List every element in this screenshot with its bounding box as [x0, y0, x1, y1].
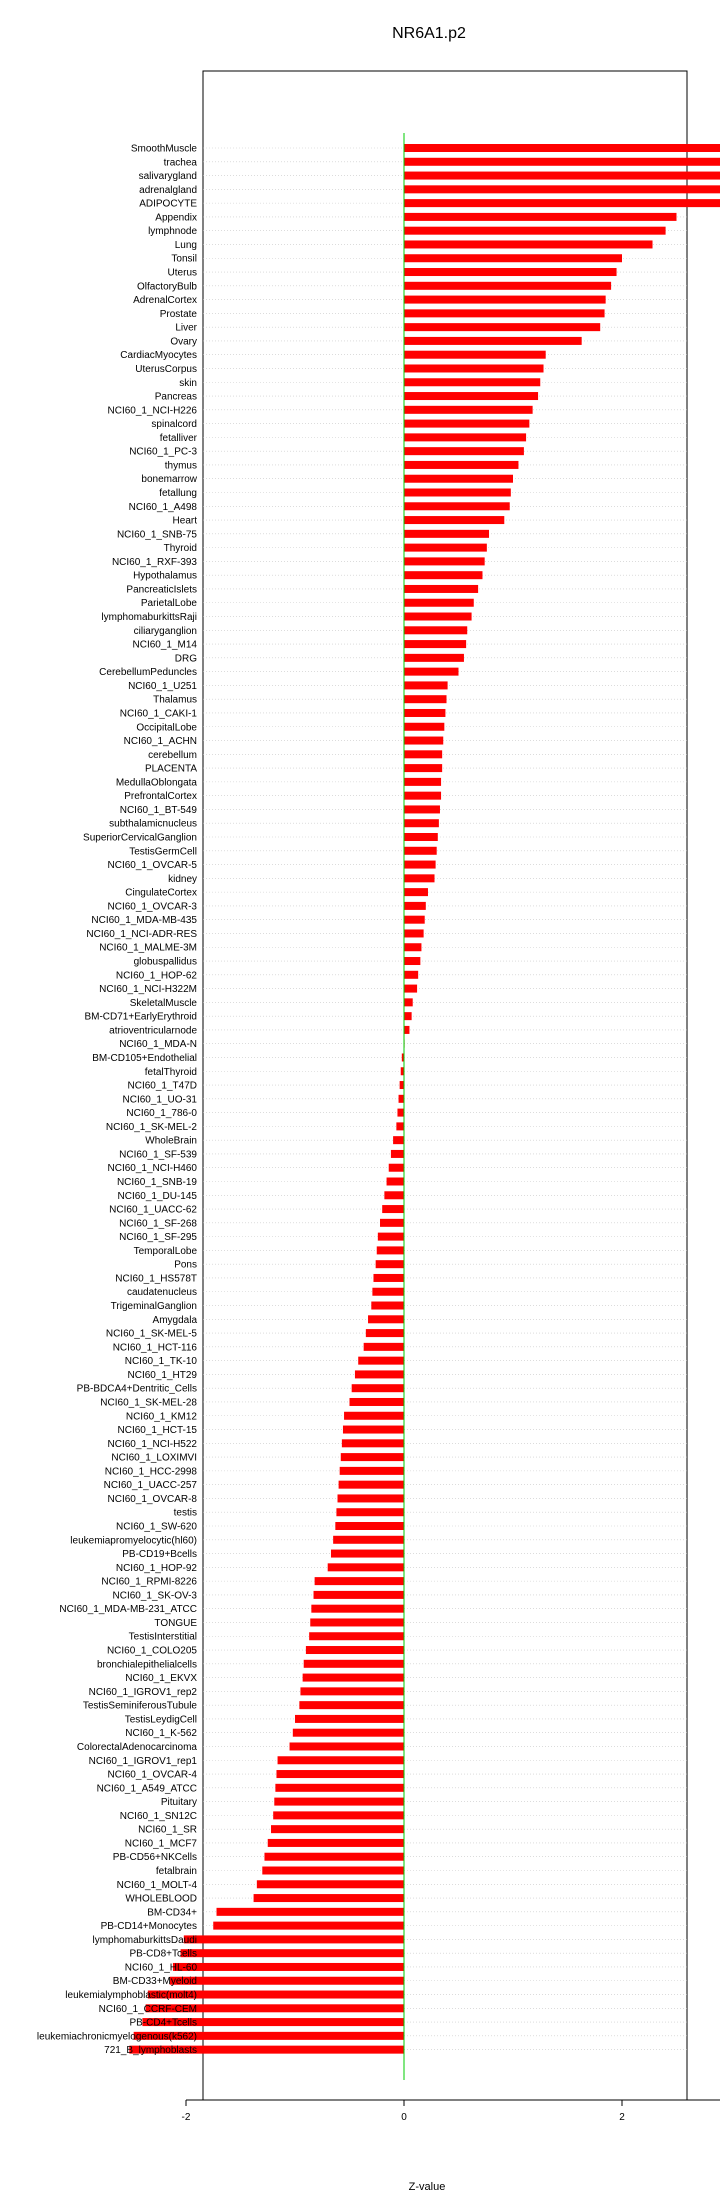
category-label: NCI60_1_T47D — [127, 1080, 197, 1092]
bar — [254, 1894, 404, 1902]
bar — [342, 1439, 404, 1447]
bar — [380, 1219, 404, 1227]
category-label: NCI60_1_UACC-257 — [103, 1480, 197, 1492]
bar — [377, 1246, 404, 1254]
bar — [404, 475, 513, 483]
category-label: PancreaticIslets — [126, 584, 197, 596]
bar — [404, 406, 533, 414]
bar — [352, 1384, 404, 1392]
category-label: NCI60_1_MDA-N — [119, 1039, 197, 1051]
category-label: PB-CD4+Tcells — [129, 2017, 197, 2029]
category-label: TestisSeminiferousTubule — [82, 1700, 197, 1712]
bar — [404, 309, 605, 317]
bar — [340, 1467, 404, 1475]
bar — [404, 902, 426, 910]
category-label: NCI60_1_SK-MEL-2 — [105, 1121, 197, 1133]
category-label: NCI60_1_NCI-H522 — [107, 1438, 197, 1450]
category-label: BM-CD33+Myeloid — [112, 1976, 197, 1988]
bar — [404, 764, 442, 772]
category-label: TONGUE — [154, 1617, 197, 1629]
category-label: NCI60_1_HCT-15 — [117, 1425, 197, 1437]
category-label: NCI60_1_CCRF-CEM — [98, 2003, 197, 2015]
category-label: Liver — [175, 322, 197, 334]
bar — [400, 1081, 404, 1089]
bar — [404, 929, 424, 937]
category-label: caudatenucleus — [126, 1287, 197, 1299]
category-label: bonemarrow — [141, 474, 197, 486]
category-label: NCI60_1_OVCAR-8 — [107, 1493, 197, 1505]
category-label: NCI60_1_SF-268 — [119, 1218, 197, 1230]
category-label: ADIPOCYTE — [139, 198, 197, 210]
bar — [336, 1508, 404, 1516]
category-label: NCI60_1_DU-145 — [117, 1190, 197, 1202]
bar — [404, 750, 442, 758]
bar — [306, 1646, 404, 1654]
category-label: globuspallidus — [133, 956, 197, 968]
category-label: NCI60_1_SW-620 — [116, 1521, 197, 1533]
category-label: ciliaryganglion — [133, 625, 197, 637]
category-label: NCI60_1_IGROV1_rep1 — [88, 1755, 197, 1767]
bar — [404, 185, 720, 193]
category-label: SkeletalMuscle — [129, 997, 197, 1009]
bar — [338, 1494, 404, 1502]
category-label: cerebellum — [148, 749, 197, 761]
bar — [404, 1026, 409, 1034]
bar — [273, 1811, 404, 1819]
category-label: TestisInterstitial — [128, 1631, 197, 1643]
bar — [404, 489, 511, 497]
bar — [404, 805, 440, 813]
bar — [404, 530, 489, 538]
bar — [404, 943, 421, 951]
bar — [404, 296, 606, 304]
bar — [404, 654, 464, 662]
bar — [181, 1949, 404, 1957]
bar — [404, 833, 438, 841]
bar — [358, 1357, 404, 1365]
bar — [404, 364, 544, 372]
bar — [368, 1315, 404, 1323]
category-label: NCI60_1_OVCAR-5 — [107, 860, 197, 872]
bar — [366, 1329, 404, 1337]
bar — [335, 1522, 404, 1530]
bar — [404, 172, 720, 180]
bar — [404, 668, 459, 676]
category-label: thymus — [164, 460, 197, 472]
category-label: Thalamus — [153, 694, 197, 706]
category-label: salivarygland — [138, 171, 197, 183]
bar — [404, 916, 425, 924]
category-label: NCI60_1_K-562 — [125, 1728, 197, 1740]
bar — [397, 1109, 404, 1117]
bar — [404, 695, 447, 703]
bar — [404, 626, 467, 634]
bar — [404, 985, 417, 993]
category-label: SuperiorCervicalGanglion — [83, 832, 197, 844]
category-label: Amygdala — [152, 1314, 197, 1326]
bar — [404, 447, 524, 455]
bar — [344, 1412, 404, 1420]
bar — [404, 433, 526, 441]
category-label: testis — [173, 1507, 197, 1519]
category-label: PLACENTA — [144, 763, 197, 775]
category-label: lymphomaburkittsDaudi — [92, 1934, 197, 1946]
category-label: Tonsil — [171, 253, 197, 265]
bar — [393, 1136, 404, 1144]
category-label: NCI60_1_M14 — [132, 639, 197, 651]
grid-lines — [203, 148, 687, 2050]
bar — [310, 1618, 404, 1626]
bar — [404, 737, 443, 745]
bar — [404, 681, 448, 689]
category-label: NCI60_1_HOP-92 — [115, 1562, 197, 1574]
bar — [314, 1591, 404, 1599]
bar — [404, 792, 441, 800]
category-label: NCI60_1_UACC-62 — [109, 1204, 197, 1216]
category-label: NCI60_1_SN12C — [119, 1810, 197, 1822]
bar — [396, 1122, 404, 1130]
bar — [404, 158, 720, 166]
bar — [404, 420, 529, 428]
category-label: NCI60_1_MALME-3M — [99, 942, 197, 954]
category-label: NCI60_1_U251 — [128, 680, 197, 692]
bar — [343, 1426, 404, 1434]
category-label: leukemiapromyelocytic(hl60) — [70, 1535, 197, 1547]
bar — [328, 1563, 404, 1571]
category-label: NCI60_1_ACHN — [123, 736, 197, 748]
bar — [268, 1839, 404, 1847]
bar — [404, 337, 582, 345]
bar — [404, 888, 428, 896]
category-label: NCI60_1_NCI-ADR-RES — [86, 928, 197, 940]
bar — [262, 1867, 404, 1875]
bar — [355, 1370, 404, 1378]
x-axis — [182, 2100, 720, 2123]
category-label: kidney — [168, 873, 197, 885]
category-label: Ovary — [170, 336, 197, 348]
category-label: NCI60_1_NCI-H322M — [99, 984, 197, 996]
chart-title: NR6A1.p2 — [392, 25, 466, 42]
category-label: OccipitalLobe — [136, 722, 197, 734]
bar — [213, 1922, 404, 1930]
category-label: NCI60_1_OVCAR-4 — [107, 1769, 197, 1781]
category-label: NCI60_1_HS578T — [115, 1273, 197, 1285]
category-label: NCI60_1_SF-295 — [119, 1232, 197, 1244]
category-label: NCI60_1_MDA-MB-231_ATCC — [59, 1604, 197, 1616]
category-label: NCI60_1_EKVX — [125, 1673, 197, 1685]
x-tick-label: 0 — [401, 2112, 407, 2123]
category-label: BM-CD71+EarlyErythroid — [84, 1011, 197, 1023]
bar — [404, 254, 622, 262]
bar — [404, 957, 420, 965]
bar — [384, 1191, 404, 1199]
bar — [404, 227, 666, 235]
category-label: NCI60_1_SNB-75 — [116, 529, 197, 541]
category-label: NCI60_1_SR — [138, 1824, 197, 1836]
bar — [404, 378, 540, 386]
bar — [404, 613, 472, 621]
category-label: MedullaOblongata — [115, 777, 197, 789]
category-label: NCI60_1_MDA-MB-435 — [91, 915, 197, 927]
category-label: Heart — [172, 515, 197, 527]
bar — [404, 599, 474, 607]
bar — [300, 1687, 404, 1695]
bar — [271, 1825, 404, 1833]
category-label: PrefrontalCortex — [124, 791, 197, 803]
category-label: NCI60_1_NCI-H226 — [107, 405, 197, 417]
category-label: Pituitary — [160, 1797, 197, 1809]
bar — [382, 1205, 404, 1213]
category-label: NCI60_1_SK-MEL-28 — [100, 1397, 197, 1409]
bar — [217, 1908, 404, 1916]
category-labels — [37, 144, 198, 2057]
bar — [290, 1742, 404, 1750]
category-label: PB-CD14+Monocytes — [100, 1921, 197, 1933]
category-label: fetalThyroid — [144, 1066, 197, 1078]
bar — [303, 1674, 404, 1682]
category-label: NCI60_1_786-0 — [126, 1108, 197, 1120]
x-axis-label: Z-value — [408, 2181, 446, 2193]
category-label: Uterus — [167, 267, 197, 279]
category-label: NCI60_1_MCF7 — [124, 1838, 197, 1850]
bar — [404, 847, 437, 855]
category-label: Pancreas — [154, 391, 197, 403]
category-label: NCI60_1_LOXIMVI — [111, 1452, 197, 1464]
category-label: PB-BDCA4+Dentritic_Cells — [76, 1383, 197, 1395]
category-label: trachea — [163, 157, 197, 169]
category-label: lymphomaburkittsRaji — [101, 612, 197, 624]
bar — [364, 1343, 404, 1351]
bar — [311, 1605, 404, 1613]
category-label: TestisLeydigCell — [124, 1714, 197, 1726]
bar — [399, 1095, 404, 1103]
bar — [404, 461, 518, 469]
category-label: ColorectalAdenocarcinoma — [76, 1741, 197, 1753]
category-label: NCI60_1_CAKI-1 — [119, 708, 197, 720]
category-label: PB-CD19+Bcells — [122, 1549, 197, 1561]
category-label: NCI60_1_SF-539 — [119, 1149, 197, 1161]
category-label: Prostate — [159, 308, 197, 320]
category-label: Pons — [174, 1259, 197, 1271]
bar — [404, 516, 504, 524]
category-label: NCI60_1_HOP-62 — [115, 970, 197, 982]
category-label: NCI60_1_TK-10 — [124, 1356, 197, 1368]
bar — [276, 1770, 404, 1778]
bar — [350, 1398, 405, 1406]
bar — [333, 1536, 404, 1544]
bar — [404, 1012, 412, 1020]
bar — [404, 640, 466, 648]
bar — [404, 723, 444, 731]
category-label: NCI60_1_HCC-2998 — [104, 1466, 197, 1478]
category-label: fetalbrain — [155, 1866, 197, 1877]
plot-frame — [203, 71, 687, 2100]
bar — [376, 1260, 404, 1268]
category-label: BM-CD34+ — [147, 1907, 197, 1919]
category-label: SmoothMuscle — [130, 143, 197, 155]
category-label: TemporalLobe — [133, 1245, 197, 1257]
bar — [404, 998, 413, 1006]
category-label: NCI60_1_SK-OV-3 — [112, 1590, 197, 1602]
category-label: NCI60_1_MOLT-4 — [116, 1879, 197, 1891]
category-label: spinalcord — [151, 419, 197, 431]
bar — [404, 874, 435, 882]
bar — [404, 144, 720, 152]
bar — [404, 392, 538, 400]
category-label: 721_B_lymphoblasts — [104, 2045, 197, 2057]
bar — [387, 1178, 404, 1186]
category-label: adrenalgland — [139, 184, 197, 196]
category-label: subthalamicnucleus — [109, 818, 197, 830]
category-label: NCI60_1_KM12 — [125, 1411, 197, 1423]
bar — [278, 1756, 404, 1764]
category-label: lymphnode — [148, 226, 197, 238]
bar — [274, 1798, 404, 1806]
bar — [339, 1481, 404, 1489]
bar — [293, 1729, 404, 1737]
category-label: NCI60_1_BT-549 — [119, 804, 197, 816]
category-label: DRG — [174, 653, 197, 665]
bar — [404, 971, 418, 979]
category-label: CerebellumPeduncles — [99, 667, 197, 679]
category-label: NCI60_1_NCI-H460 — [107, 1163, 197, 1175]
category-label: Appendix — [155, 212, 197, 224]
category-label: skin — [179, 377, 197, 389]
bar — [371, 1302, 404, 1310]
category-label: WHOLEBLOOD — [125, 1893, 197, 1905]
bar — [404, 557, 485, 565]
x-tick-label: -2 — [181, 2112, 191, 2123]
bar — [309, 1632, 404, 1640]
category-label: TestisGermCell — [129, 846, 197, 858]
category-label: TrigeminalGanglion — [110, 1301, 197, 1313]
category-label: NCI60_1_OVCAR-3 — [107, 901, 197, 913]
bar — [404, 778, 441, 786]
bar — [373, 1274, 404, 1282]
category-label: NCI60_1_HL-60 — [124, 1962, 197, 1974]
category-label: NCI60_1_HT29 — [127, 1369, 197, 1381]
category-label: NCI60_1_SNB-19 — [116, 1177, 197, 1188]
bar — [372, 1288, 404, 1296]
category-label: NCI60_1_RPMI-8226 — [101, 1576, 197, 1588]
category-label: PB-CD8+Tcells — [129, 1948, 197, 1960]
bar — [170, 1977, 404, 1985]
category-label: UterusCorpus — [135, 363, 197, 375]
category-label: AdrenalCortex — [133, 295, 197, 307]
bar — [404, 282, 611, 290]
category-label: CingulateCortex — [125, 887, 197, 899]
category-label: leukemiachronicmyelogenous(k562) — [36, 2031, 197, 2043]
bar — [275, 1784, 404, 1792]
category-label: NCI60_1_COLO205 — [106, 1645, 197, 1657]
bar — [315, 1577, 404, 1585]
category-label: NCI60_1_RXF-393 — [111, 556, 197, 568]
bar — [264, 1853, 404, 1861]
bar — [404, 199, 720, 207]
category-label: leukemialymphoblastic(molt4) — [65, 1990, 197, 2002]
category-label: CardiacMyocytes — [120, 350, 197, 362]
bar — [404, 861, 436, 869]
bar — [404, 240, 653, 248]
category-label: Thyroid — [163, 543, 197, 555]
category-label: NCI60_1_UO-31 — [122, 1094, 197, 1106]
x-tick-label: 2 — [619, 2112, 625, 2123]
bar — [173, 1963, 404, 1971]
bar — [404, 709, 445, 717]
category-label: OlfactoryBulb — [136, 281, 197, 293]
bar — [404, 213, 677, 221]
category-label: BM-CD105+Endothelial — [92, 1052, 197, 1064]
category-label: NCI60_1_A498 — [128, 501, 197, 513]
bar — [404, 819, 439, 827]
bar — [404, 323, 600, 331]
category-label: fetalliver — [159, 432, 197, 444]
bar — [391, 1150, 404, 1158]
bar — [304, 1660, 404, 1668]
bar — [257, 1880, 404, 1888]
category-label: NCI60_1_IGROV1_rep2 — [88, 1686, 197, 1698]
category-label: NCI60_1_A549_ATCC — [96, 1783, 197, 1795]
bar — [404, 502, 510, 510]
category-label: atrioventricularnode — [109, 1025, 197, 1037]
bar — [404, 544, 487, 552]
bar — [389, 1164, 404, 1172]
category-label: bronchialepithelialcells — [96, 1659, 197, 1671]
category-label: fetallung — [159, 488, 197, 499]
bar — [404, 351, 546, 359]
category-label: NCI60_1_PC-3 — [129, 446, 197, 458]
category-label: NCI60_1_SK-MEL-5 — [105, 1328, 197, 1340]
category-label: ParietalLobe — [140, 598, 197, 610]
bar — [378, 1233, 404, 1241]
bar — [404, 571, 482, 579]
category-label: PB-CD56+NKCells — [112, 1852, 197, 1864]
category-label: WholeBrain — [145, 1135, 197, 1147]
bar — [404, 268, 617, 276]
bar — [184, 1935, 404, 1943]
bar — [295, 1715, 404, 1723]
bar — [331, 1550, 404, 1558]
category-label: Lung — [174, 239, 197, 251]
bar — [404, 585, 478, 593]
category-label: Hypothalamus — [133, 570, 197, 582]
category-label: NCI60_1_HCT-116 — [112, 1342, 197, 1354]
bar — [299, 1701, 404, 1709]
bar — [341, 1453, 404, 1461]
